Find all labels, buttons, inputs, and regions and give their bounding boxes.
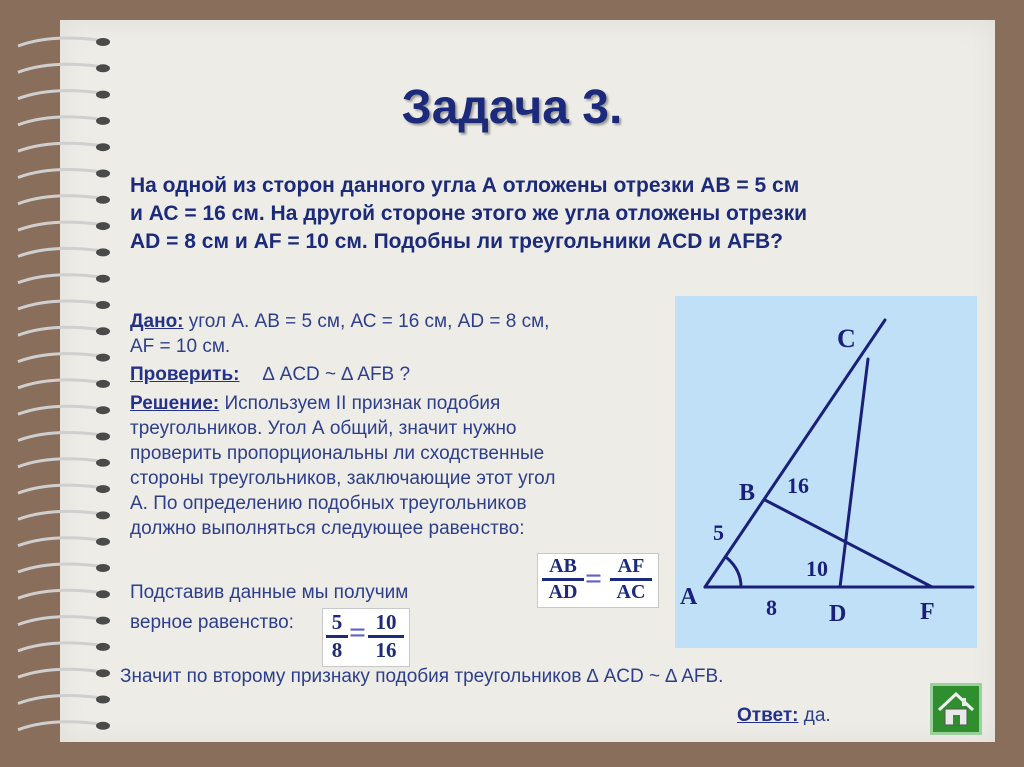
spiral-ring [18, 38, 98, 46]
binding-hole [96, 222, 110, 230]
binding-hole [96, 564, 110, 572]
spiral-ring [18, 459, 98, 467]
spiral-ring [18, 143, 98, 151]
binding-hole [96, 696, 110, 704]
spiral-ring [18, 564, 98, 572]
check-label: Проверить: [130, 364, 240, 385]
geometry-diagram [675, 296, 977, 648]
diagram-svg [675, 296, 977, 648]
binding-hole [96, 459, 110, 467]
spiral-ring [18, 538, 98, 546]
spiral-ring [18, 485, 98, 493]
numerator: 10 [375, 610, 397, 634]
numerator: AB [549, 555, 577, 577]
spiral-ring [18, 354, 98, 362]
fraction-af-ac [610, 555, 652, 604]
spiral-ring [18, 722, 98, 730]
spiral-ring [18, 170, 98, 178]
binding-hole [96, 38, 110, 46]
fraction-ab-ad [542, 555, 584, 604]
point-label-c: C [837, 324, 856, 353]
binding-hole [96, 643, 110, 651]
solution-line: стороны треугольников, заключающие этот угол [130, 468, 556, 489]
spiral-binding [10, 30, 120, 745]
binding-hole [96, 485, 110, 493]
binding-hole [96, 64, 110, 72]
binding-hole [96, 354, 110, 362]
length-ab: 5 [713, 520, 724, 545]
point-label-b: B [739, 480, 756, 506]
binding-hole [96, 301, 110, 309]
spiral-ring [18, 433, 98, 441]
spiral-ring [18, 643, 98, 651]
length-bc: 16 [787, 473, 809, 498]
spiral-ring [18, 301, 98, 309]
binding-hole [96, 196, 110, 204]
binding-hole [96, 327, 110, 335]
solution-line: проверить пропорциональны ли сходственные [130, 443, 545, 464]
solution-line: Используем II признак подобия [219, 393, 501, 414]
denominator: AD [548, 581, 578, 603]
solution-line: А. По определению подобных треугольников [130, 493, 527, 514]
spiral-ring [18, 64, 98, 72]
problem-line: AD = 8 см и AF = 10 см. Подобны ли треугольники ACD и AFB? [130, 230, 784, 253]
check-text: ∆ ACD ~ ∆ AFB ? [262, 364, 411, 385]
binding-hole [96, 170, 110, 178]
fraction-5-8 [326, 610, 348, 663]
given-text-2: AF = 10 см. [130, 336, 231, 357]
length-df: 10 [806, 556, 828, 581]
solution-line: должно выполняться следующее равенство: [130, 518, 525, 539]
binding-hole [96, 669, 110, 677]
binding-hole [96, 275, 110, 283]
numerator: 5 [331, 610, 343, 634]
home-button[interactable] [930, 683, 982, 735]
binding-hole [96, 380, 110, 388]
spiral-ring [18, 590, 98, 598]
solution-block [130, 391, 555, 541]
binding-hole [96, 406, 110, 414]
binding-hole [96, 590, 110, 598]
conclusion: Значит по второму признаку подобия треугольников ∆ ACD ~ ∆ AFB. [120, 666, 724, 687]
spiral-ring [18, 617, 98, 625]
binding-hole [96, 511, 110, 519]
solution-label: Решение: [130, 393, 220, 414]
angle-arc [727, 558, 741, 587]
denominator: AC [616, 581, 646, 603]
equals-sign: = [349, 616, 367, 649]
denominator: 16 [375, 638, 397, 662]
answer-text: да. [798, 705, 831, 726]
spiral-ring [18, 669, 98, 677]
binding-hole [96, 538, 110, 546]
point-label-f: F [920, 599, 935, 625]
given-label: Дано: [130, 311, 184, 332]
substitute-line: верное равенство: [130, 612, 294, 633]
problem-statement [130, 172, 970, 256]
page-title: Задача 3. [401, 81, 623, 134]
spiral-ring [18, 248, 98, 256]
spiral-ring [18, 196, 98, 204]
fraction-10-16 [368, 610, 404, 663]
spiral-ring [18, 275, 98, 283]
solution-line: треугольников. Угол А общий, значит нужно [130, 418, 517, 439]
binding-hole [96, 617, 110, 625]
given-block [130, 309, 549, 359]
spiral-ring [18, 222, 98, 230]
binding-hole [96, 248, 110, 256]
point-label-d: D [829, 601, 847, 627]
spiral-ring [18, 406, 98, 414]
numerator: AF [617, 555, 645, 577]
binding-hole [96, 433, 110, 441]
substitute-line: Подставив данные мы получим [130, 582, 409, 603]
answer-block [737, 703, 831, 728]
problem-line: и АС = 16 см. На другой стороне этого же угла отложены отрезки [130, 202, 808, 225]
answer-label: Ответ: [737, 705, 799, 726]
home-icon [933, 686, 979, 732]
spiral-ring [18, 327, 98, 335]
equals-sign: = [585, 562, 603, 595]
spiral-ring [18, 696, 98, 704]
binding-hole [96, 722, 110, 730]
check-block [130, 362, 410, 387]
point-label-a: A [680, 584, 698, 610]
spiral-ring [18, 380, 98, 388]
spiral-ring [18, 511, 98, 519]
binding-hole [96, 143, 110, 151]
denominator: 8 [331, 638, 343, 662]
length-ad: 8 [766, 595, 777, 620]
given-text: угол А. АВ = 5 см, АС = 16 см, AD = 8 см, [183, 311, 550, 332]
problem-line: На одной из сторон данного угла А отложены отрезки АВ = 5 см [130, 174, 800, 197]
